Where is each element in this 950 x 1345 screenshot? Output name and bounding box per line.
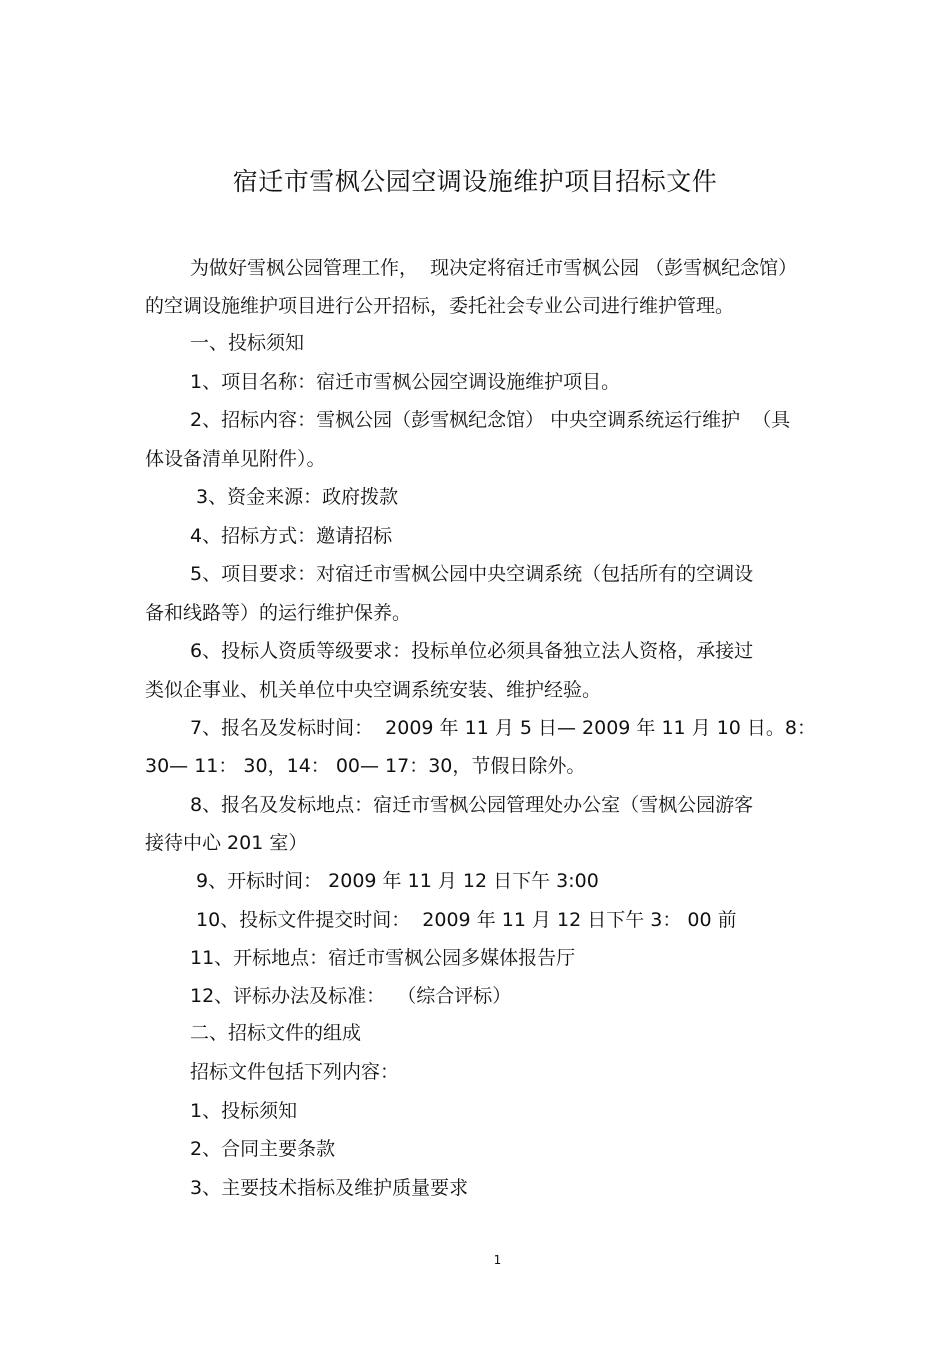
list-item: 8、报名及发标地点：宿迁市雪枫公园管理处办公室（雪枫公园游客 — [190, 794, 754, 816]
section-heading: 二、招标文件的组成 — [190, 1022, 362, 1044]
list-item: 9、开标时间： 2009 年 11 月 12 日下午 3:00 — [190, 870, 599, 892]
list-item: 11、开标地点：宿迁市雪枫公园多媒体报告厅 — [190, 947, 576, 969]
page-number: 1 — [493, 1253, 502, 1267]
list-item-continuation: 30— 11： 30，14： 00— 17：30，节假日除外。 — [145, 755, 586, 777]
document-title: 宿迁市雪枫公园空调设施维护项目招标文件 — [232, 167, 718, 196]
list-item-continuation: 备和线路等）的运行维护保养。 — [145, 602, 412, 624]
list-item: 2、招标内容：雪枫公园（彭雪枫纪念馆） 中央空调系统运行维护 （具 — [190, 409, 791, 431]
list-item: 1、项目名称：宿迁市雪枫公园空调设施维护项目。 — [190, 371, 621, 393]
list-item: 3、主要技术指标及维护质量要求 — [190, 1177, 469, 1199]
paragraph-line: 的空调设施维护项目进行公开招标，委托社会专业公司进行维护管理。 — [145, 295, 735, 317]
paragraph-line: 招标文件包括下列内容： — [190, 1061, 400, 1083]
list-item: 2、合同主要条款 — [190, 1138, 336, 1160]
list-item: 3、资金来源：政府拨款 — [190, 486, 399, 508]
list-item: 1、投标须知 — [190, 1100, 298, 1122]
list-item: 12、评标办法及标准： （综合评标） — [190, 985, 512, 1007]
list-item: 7、报名及发标时间： 2009 年 11 月 5 日— 2009 年 11 月 10 日。8： — [190, 717, 817, 739]
section-heading: 一、投标须知 — [190, 332, 305, 354]
paragraph-line: 为做好雪枫公园管理工作， 现决定将宿迁市雪枫公园 （彭雪枫纪念馆） — [190, 257, 798, 279]
list-item: 6、投标人资质等级要求：投标单位必须具备独立法人资格，承接过 — [190, 640, 754, 662]
list-item-continuation: 接待中心 201 室） — [145, 832, 308, 854]
list-item-continuation: 类似企事业、机关单位中央空调系统安装、维护经验。 — [145, 679, 602, 701]
list-item: 5、项目要求：对宿迁市雪枫公园中央空调系统（包括所有的空调设 — [190, 563, 754, 585]
list-item-continuation: 体设备清单见附件）。 — [145, 448, 326, 470]
list-item: 10、投标文件提交时间： 2009 年 11 月 12 日下午 3： 00 前 — [190, 909, 737, 931]
list-item: 4、招标方式：邀请招标 — [190, 525, 393, 547]
